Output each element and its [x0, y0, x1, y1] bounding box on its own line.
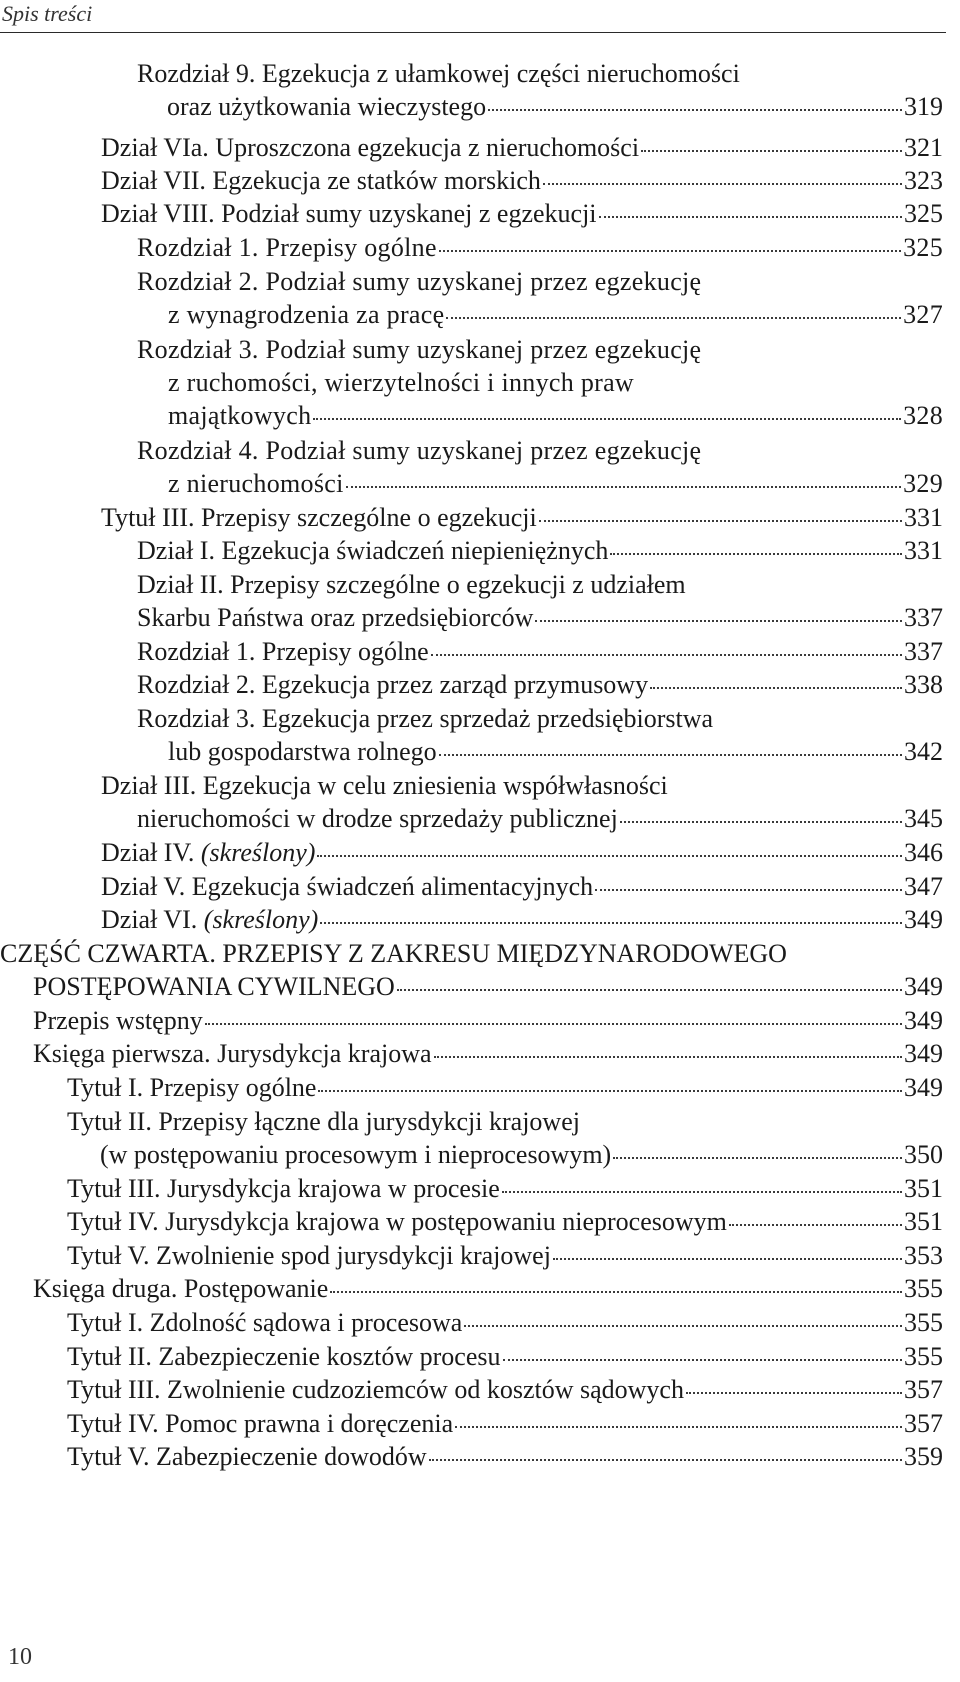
toc-entry-text: lub gospodarstwa rolnego — [168, 737, 437, 767]
toc-entry[interactable] — [67, 1240, 943, 1272]
toc-entry-text: Tytuł IV. Pomoc prawna i doręczenia — [67, 1409, 454, 1438]
toc-line — [33, 1273, 943, 1305]
toc-entry-text: Rozdział 4. Podział sumy uzyskanej przez egzekucję — [137, 436, 702, 465]
toc-entry[interactable] — [101, 871, 943, 903]
toc-page-number: 337 — [904, 637, 943, 666]
toc-line — [137, 91, 943, 123]
toc-entry[interactable] — [67, 1106, 943, 1171]
toc-page-number: 350 — [904, 1140, 943, 1170]
toc-entry-text: Tytuł IV. Jurysdykcja krajowa w postępowaniu nieprocesowym — [67, 1207, 727, 1236]
toc-page-number: 319 — [904, 92, 943, 122]
toc-line — [101, 198, 943, 230]
toc-entry[interactable] — [137, 636, 943, 668]
toc-page-number: 359 — [904, 1442, 943, 1471]
toc-entry-text: Księga druga. Postępowanie — [33, 1274, 329, 1303]
toc-entry[interactable] — [67, 1374, 943, 1406]
toc-entry-text: Skarbu Państwa oraz przedsiębiorców — [137, 603, 534, 633]
toc-line — [137, 232, 943, 264]
toc-page-number: 323 — [904, 166, 943, 195]
dot-leader — [535, 620, 902, 622]
toc-entry-text: oraz użytkowania wieczystego — [167, 92, 487, 122]
dot-leader — [439, 250, 901, 252]
dot-leader — [503, 1359, 903, 1361]
toc-page-number: 337 — [904, 603, 943, 633]
dot-leader — [346, 486, 901, 488]
toc-entry-text: Tytuł V. Zabezpieczenie dowodów — [67, 1442, 427, 1471]
dot-leader — [595, 889, 902, 891]
toc-entry-text: Księga pierwsza. Jurysdykcja krajowa — [33, 1039, 432, 1068]
toc-line — [137, 602, 943, 634]
toc-entry-text: Rozdział 2. Podział sumy uzyskanej przez egzekucję — [137, 267, 702, 296]
toc-entry[interactable] — [33, 1005, 943, 1037]
toc-line — [67, 1341, 943, 1373]
toc-entry-text: nieruchomości w drodze sprzedaży publicznej — [137, 804, 618, 834]
toc-entry-text: Przepis wstępny — [33, 1006, 203, 1035]
toc-line — [137, 299, 943, 331]
toc-entry-text: Tytuł I. Przepisy ogólne — [67, 1073, 317, 1102]
dot-leader — [318, 1090, 902, 1092]
toc-page-number: 342 — [904, 737, 943, 767]
toc-line — [137, 636, 943, 668]
toc-entry-text: Tytuł II. Przepisy łączne dla jurysdykcji krajowej — [67, 1107, 580, 1136]
toc-line — [137, 703, 943, 735]
toc-entry[interactable] — [67, 1072, 943, 1104]
dot-leader — [455, 1426, 902, 1428]
toc-line — [137, 569, 943, 601]
dot-leader — [434, 1056, 902, 1058]
toc-page-number: 329 — [903, 469, 943, 499]
toc-entry[interactable] — [137, 703, 943, 768]
toc-line — [101, 803, 943, 835]
toc-entry[interactable] — [137, 232, 943, 264]
dot-leader — [502, 1191, 902, 1193]
toc-line — [0, 971, 943, 1003]
dot-leader — [439, 754, 902, 756]
toc-entry-text: Dział IV. — [101, 838, 201, 867]
toc-entry-text: Tytuł I. Zdolność sądowa i procesowa — [67, 1308, 463, 1337]
toc-entry-text: Rozdział 1. Przepisy ogólne — [137, 637, 429, 666]
toc-entry-text: Tytuł III. Jurysdykcja krajowa w procesie — [67, 1174, 500, 1203]
toc-line — [137, 58, 943, 90]
toc-entry-text: Dział III. Egzekucja w celu zniesienia współwłasności — [101, 771, 668, 800]
toc-entry-text: Dział VIII. Podział sumy uzyskanej z egzekucji — [101, 199, 597, 228]
toc-entry[interactable] — [101, 165, 943, 197]
toc-line — [67, 1139, 943, 1171]
dot-leader — [313, 418, 901, 420]
toc-line — [67, 1072, 943, 1104]
toc-entry-italic: (skreślony) — [203, 905, 319, 934]
toc-entry-text: Tytuł III. Zwolnienie cudzoziemców od kosztów sądowych — [67, 1375, 684, 1404]
toc-line — [137, 736, 943, 768]
toc-page-number: 325 — [904, 199, 943, 228]
toc-line — [101, 904, 943, 936]
toc-line — [101, 871, 943, 903]
toc-entry[interactable] — [0, 938, 943, 1003]
dot-leader — [553, 1258, 902, 1260]
toc-entry-text: Dział VII. Egzekucja ze statków morskich — [101, 166, 541, 195]
toc-page-number: 355 — [904, 1274, 943, 1303]
toc-entry[interactable] — [67, 1441, 943, 1473]
dot-leader — [488, 109, 902, 111]
toc-page-number: 355 — [904, 1308, 943, 1337]
toc-entry[interactable] — [137, 58, 943, 123]
toc-line — [67, 1240, 943, 1272]
toc-entry[interactable] — [101, 502, 943, 534]
toc-line — [101, 837, 943, 869]
toc-page-number: 357 — [904, 1409, 943, 1438]
toc-line — [67, 1206, 943, 1238]
dot-leader — [431, 654, 902, 656]
toc-page-number: 349 — [904, 972, 943, 1002]
dot-leader — [205, 1023, 902, 1025]
toc-line — [67, 1408, 943, 1440]
toc-line — [67, 1441, 943, 1473]
toc-entry-text: z wynagrodzenia za pracę — [168, 300, 445, 330]
toc-entry[interactable] — [101, 837, 943, 869]
toc-page-number: 357 — [904, 1375, 943, 1404]
toc-line — [101, 770, 943, 802]
toc-line — [101, 132, 943, 164]
toc-entry[interactable] — [137, 535, 943, 567]
dot-leader — [446, 317, 901, 319]
dot-leader — [613, 1157, 902, 1159]
toc-entry-text: z ruchomości, wierzytelności i innych praw — [168, 368, 635, 398]
dot-leader — [320, 922, 902, 924]
toc-entry[interactable] — [67, 1307, 943, 1339]
toc-line — [137, 669, 943, 701]
toc-entry-text: z nieruchomości — [168, 469, 344, 499]
toc-entry-text: Tytuł V. Zwolnienie spod jurysdykcji krajowej — [67, 1241, 551, 1270]
toc-page-number: 353 — [904, 1241, 943, 1270]
toc-entry[interactable] — [137, 669, 943, 701]
toc-page-number: 338 — [904, 670, 943, 699]
page-number: 10 — [8, 1644, 32, 1670]
toc-entry-text: Tytuł III. Przepisy szczególne o egzekucji — [101, 503, 537, 532]
toc-entry-text: POSTĘPOWANIA CYWILNEGO — [33, 972, 395, 1002]
toc-entry-text: Dział II. Przepisy szczególne o egzekucji z udziałem — [137, 570, 686, 599]
toc-line — [137, 468, 943, 500]
toc-page-number: 349 — [904, 1006, 943, 1035]
toc-entry-text: Dział I. Egzekucja świadczeń niepieniężnych — [137, 536, 609, 565]
toc-line — [137, 535, 943, 567]
toc-page-number: 346 — [904, 838, 943, 867]
toc-entry-text: Dział VI. — [101, 905, 204, 934]
toc-line — [67, 1374, 943, 1406]
toc-line — [67, 1106, 943, 1138]
toc-entry-text: CZĘŚĆ CZWARTA. PRZEPISY Z ZAKRESU MIĘDZYNARODOWEGO — [0, 939, 787, 968]
toc-page-number: 331 — [904, 536, 943, 565]
toc-entry[interactable] — [137, 569, 943, 634]
toc-page-number: 328 — [903, 401, 943, 431]
toc-entry[interactable] — [137, 334, 943, 432]
toc-entry[interactable] — [101, 132, 943, 164]
toc-line — [137, 400, 943, 432]
dot-leader — [641, 150, 902, 152]
toc-entry-italic: (skreślony) — [200, 838, 316, 867]
toc-line — [137, 266, 943, 298]
dot-leader — [330, 1291, 902, 1293]
toc-page-number: 349 — [904, 1073, 943, 1102]
toc-line — [33, 1005, 943, 1037]
toc-entry-text: Dział V. Egzekucja świadczeń alimentacyjnych — [101, 872, 594, 901]
toc-entry-text: Tytuł II. Zabezpieczenie kosztów procesu — [67, 1342, 501, 1371]
dot-leader — [686, 1392, 902, 1394]
toc-line — [137, 435, 943, 467]
toc-page-number: 355 — [904, 1342, 943, 1371]
dot-leader — [464, 1325, 902, 1327]
toc-page-number: 349 — [904, 905, 943, 934]
toc-entry-text: Rozdział 1. Przepisy ogólne — [137, 233, 437, 262]
running-header-title: Spis treści — [2, 1, 93, 26]
toc-entry-text: (w postępowaniu procesowym i nieprocesowym) — [100, 1140, 612, 1170]
dot-leader — [729, 1224, 902, 1226]
toc-entry[interactable] — [101, 198, 943, 230]
toc-page-number: 321 — [904, 133, 943, 162]
toc-page-number: 345 — [904, 804, 943, 834]
toc-entry[interactable] — [137, 435, 943, 500]
dot-leader — [610, 553, 902, 555]
toc-line — [67, 1173, 943, 1205]
toc-entry[interactable] — [33, 1038, 943, 1070]
toc-entry-text: majątkowych — [168, 401, 312, 431]
dot-leader — [620, 821, 902, 823]
toc-entry[interactable] — [67, 1173, 943, 1205]
toc-entry-text: Dział VIa. Uproszczona egzekucja z nieruchomości — [101, 133, 640, 162]
dot-leader — [543, 183, 902, 185]
toc-line — [137, 334, 943, 366]
toc-line — [0, 938, 943, 970]
toc-entry-text: Rozdział 3. Podział sumy uzyskanej przez egzekucję — [137, 335, 702, 364]
toc-entry[interactable] — [101, 770, 943, 835]
dot-leader — [539, 520, 902, 522]
toc-page-number: 349 — [904, 1039, 943, 1068]
toc-page-number: 351 — [904, 1207, 943, 1236]
toc-entry[interactable] — [33, 1273, 943, 1305]
dot-leader — [429, 1459, 902, 1461]
dot-leader — [650, 687, 902, 689]
toc-line — [101, 165, 943, 197]
toc-entry[interactable] — [67, 1408, 943, 1440]
toc-entry[interactable] — [137, 266, 943, 331]
toc-line — [67, 1307, 943, 1339]
toc-entry-text: Rozdział 9. Egzekucja z ułamkowej części nieruchomości — [137, 59, 740, 88]
toc-entry[interactable] — [67, 1206, 943, 1238]
toc-page-number: 347 — [904, 872, 943, 901]
toc-page-number: 331 — [904, 503, 943, 532]
toc-line — [33, 1038, 943, 1070]
toc-page-number: 325 — [903, 233, 943, 262]
toc-page-number: 351 — [904, 1174, 943, 1203]
toc-line — [137, 367, 943, 399]
toc-line — [101, 502, 943, 534]
dot-leader — [599, 216, 902, 218]
toc-entry-text: Rozdział 2. Egzekucja przez zarząd przymusowy — [137, 670, 649, 699]
toc-page-number: 327 — [903, 300, 943, 330]
toc-entry[interactable] — [101, 904, 943, 936]
dot-leader — [397, 989, 902, 991]
toc-entry[interactable] — [67, 1341, 943, 1373]
toc-entry-text: Rozdział 3. Egzekucja przez sprzedaż przedsiębiorstwa — [137, 704, 714, 733]
dot-leader — [317, 855, 902, 857]
